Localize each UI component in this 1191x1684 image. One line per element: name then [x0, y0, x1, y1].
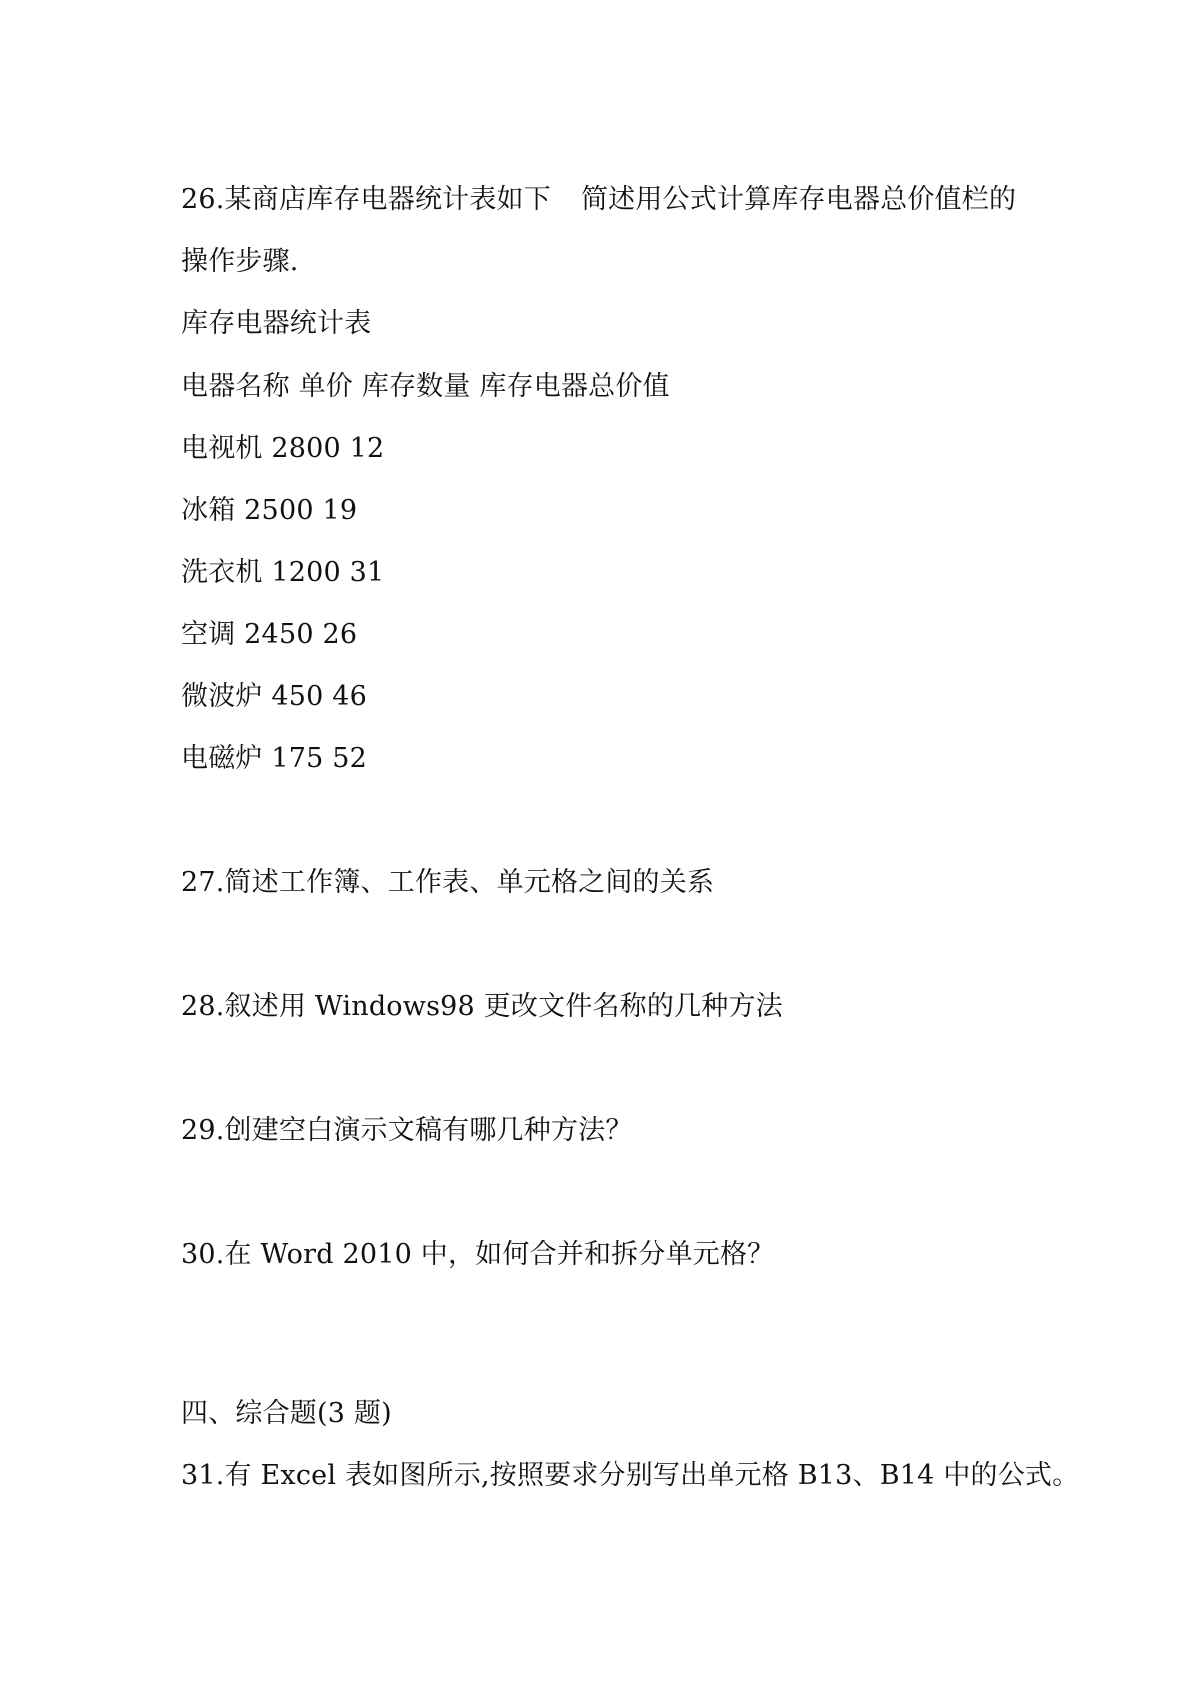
table-row: 空调 2450 26: [181, 619, 358, 650]
table-header: 电器名称 单价 库存数量 库存电器总价值: [181, 371, 670, 402]
question-26-text-a: 26.某商店库存电器统计表如下: [181, 184, 551, 215]
question-31: 31.有 Excel 表如图所示,按照要求分别写出单元格 B13、B14 中的公式。: [181, 1460, 1080, 1491]
question-29: 29.创建空白演示文稿有哪几种方法？: [181, 1115, 633, 1146]
table-row: 洗衣机 1200 31: [181, 557, 385, 588]
section-heading: 四、综合题(3 题): [181, 1398, 392, 1429]
question-26-text-b: 简述用公式计算库存电器总价值栏的: [580, 184, 1017, 215]
table-row: 电视机 2800 12: [181, 433, 385, 464]
question-28: 28.叙述用 Windows98 更改文件名称的几种方法: [181, 991, 783, 1022]
table-row: 电磁炉 175 52: [181, 743, 368, 774]
question-26-line-2: 操作步骤.: [181, 246, 299, 277]
question-26-line-1: [181, 183, 1016, 217]
table-row: 微波炉 450 46: [181, 681, 368, 712]
question-30: 30.在 Word 2010 中，如何合并和拆分单元格？: [181, 1239, 775, 1270]
question-27: 27.简述工作簿、工作表、单元格之间的关系: [181, 867, 715, 898]
table-row: 冰箱 2500 19: [181, 495, 358, 526]
table-title: 库存电器统计表: [181, 308, 372, 339]
